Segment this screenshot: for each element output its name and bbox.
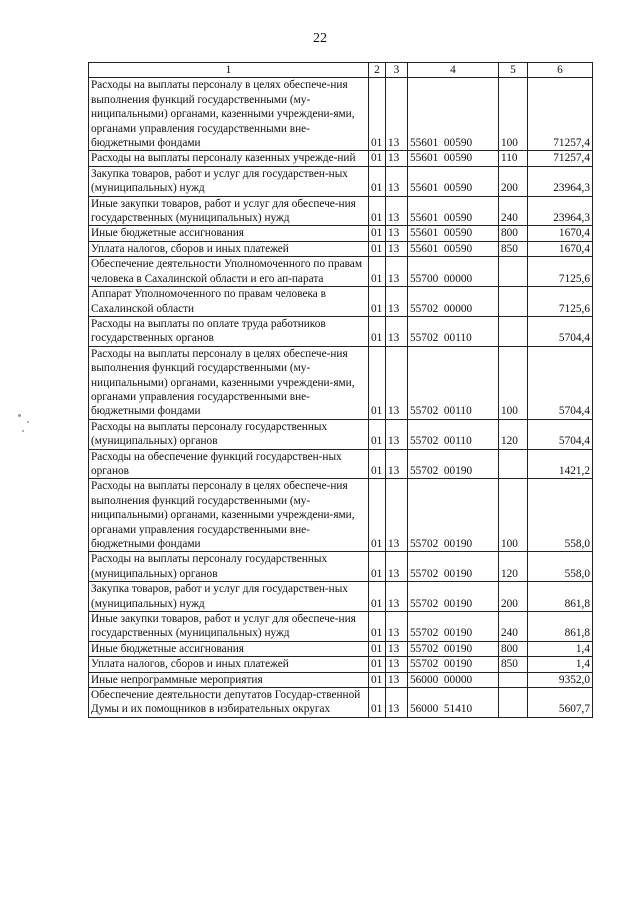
target-article-cell: 55601 00590 <box>408 241 499 256</box>
expense-type-cell <box>499 316 528 346</box>
expense-name-cell: Уплата налогов, сборов и иных платежей <box>89 657 369 672</box>
target-article-cell: 56000 00000 <box>408 672 499 687</box>
expense-name-cell: Иные бюджетные ассигнования <box>89 226 369 241</box>
subsection-code-cell: 13 <box>386 672 408 687</box>
target-article-cell: 55700 00000 <box>408 257 499 287</box>
expense-name-cell: Аппарат Уполномоченного по правам человека в Сахалинской области <box>89 287 369 317</box>
section-code-cell: 01 <box>369 479 386 552</box>
subsection-code-cell: 13 <box>386 479 408 552</box>
expense-name-cell: Расходы на выплаты персоналу в целях обеспече-ния выполнения функций государственными (му-ниципальными) органами, казенными учреждени-ями, органами управления государственными вне-бюджетными фондами <box>89 346 369 419</box>
table-row <box>89 657 593 672</box>
section-code-cell: 01 <box>369 316 386 346</box>
target-article-cell: 55702 00190 <box>408 479 499 552</box>
expense-type-cell <box>499 257 528 287</box>
scan-speck <box>22 430 24 432</box>
header-col-4: 4 <box>408 63 499 78</box>
header-col-3: 3 <box>386 63 408 78</box>
expense-type-cell: 100 <box>499 346 528 419</box>
section-code-cell: 01 <box>369 641 386 656</box>
subsection-code-cell: 13 <box>386 419 408 449</box>
table-row <box>89 582 593 612</box>
section-code-cell: 01 <box>369 196 386 226</box>
subsection-code-cell: 13 <box>386 241 408 256</box>
expense-type-cell <box>499 688 528 718</box>
expense-type-cell: 200 <box>499 582 528 612</box>
table-row <box>89 552 593 582</box>
expense-name-cell: Расходы на обеспечение функций государствен-ных органов <box>89 449 369 479</box>
section-code-cell: 01 <box>369 449 386 479</box>
target-article-cell: 55702 00190 <box>408 552 499 582</box>
page-number: 22 <box>313 31 327 46</box>
scan-speck <box>27 421 29 423</box>
section-code-cell: 01 <box>369 78 386 151</box>
target-article-cell: 55702 00190 <box>408 449 499 479</box>
amount-cell: 5607,7 <box>528 688 593 718</box>
section-code-cell: 01 <box>369 419 386 449</box>
header-col-6: 6 <box>528 63 593 78</box>
expense-name-cell: Расходы на выплаты персоналу в целях обеспече-ния выполнения функций государственными (му-ниципальными) органами, казенными учреждени-ями, органами управления государственными вне-бюджетными фондами <box>89 479 369 552</box>
header-col-2: 2 <box>369 63 386 78</box>
scan-speck <box>18 414 21 417</box>
expense-type-cell: 200 <box>499 166 528 196</box>
subsection-code-cell: 13 <box>386 151 408 166</box>
table-row <box>89 196 593 226</box>
table-row <box>89 226 593 241</box>
amount-cell: 558,0 <box>528 552 593 582</box>
expense-type-cell: 110 <box>499 151 528 166</box>
table-header <box>89 63 593 78</box>
section-code-cell: 01 <box>369 241 386 256</box>
amount-cell: 9352,0 <box>528 672 593 687</box>
expense-name-cell: Расходы на выплаты по оплате труда работников государственных органов <box>89 316 369 346</box>
amount-cell: 1421,2 <box>528 449 593 479</box>
expense-name-cell: Иные закупки товаров, работ и услуг для обеспече-ния государственных (муниципальных) нужд <box>89 196 369 226</box>
header-row <box>89 63 593 78</box>
expense-type-cell <box>499 672 528 687</box>
expense-name-cell: Обеспечение деятельности Уполномоченного по правам человека в Сахалинской области и его ап-парата <box>89 257 369 287</box>
table-row <box>89 641 593 656</box>
amount-cell: 5704,4 <box>528 316 593 346</box>
header-col-5: 5 <box>499 63 528 78</box>
target-article-cell: 55601 00590 <box>408 151 499 166</box>
expense-name-cell: Уплата налогов, сборов и иных платежей <box>89 241 369 256</box>
subsection-code-cell: 13 <box>386 78 408 151</box>
subsection-code-cell: 13 <box>386 346 408 419</box>
expense-type-cell <box>499 287 528 317</box>
amount-cell: 5704,4 <box>528 346 593 419</box>
table-row <box>89 287 593 317</box>
table-row <box>89 346 593 419</box>
target-article-cell: 55702 00110 <box>408 316 499 346</box>
amount-cell: 23964,3 <box>528 196 593 226</box>
expense-type-cell: 240 <box>499 612 528 642</box>
table-row <box>89 449 593 479</box>
target-article-cell: 55702 00190 <box>408 612 499 642</box>
target-article-cell: 55601 00590 <box>408 226 499 241</box>
amount-cell: 1670,4 <box>528 226 593 241</box>
target-article-cell: 55702 00190 <box>408 641 499 656</box>
subsection-code-cell: 13 <box>386 196 408 226</box>
expense-type-cell: 850 <box>499 657 528 672</box>
subsection-code-cell: 13 <box>386 316 408 346</box>
amount-cell: 7125,6 <box>528 287 593 317</box>
expense-type-cell: 800 <box>499 641 528 656</box>
amount-cell: 23964,3 <box>528 166 593 196</box>
expense-name-cell: Обеспечение деятельности депутатов Государ-ственной Думы и их помощников в избирательных округах <box>89 688 369 718</box>
table-row <box>89 479 593 552</box>
table-row <box>89 672 593 687</box>
section-code-cell: 01 <box>369 582 386 612</box>
table-row <box>89 78 593 151</box>
section-code-cell: 01 <box>369 287 386 317</box>
table-row <box>89 612 593 642</box>
subsection-code-cell: 13 <box>386 257 408 287</box>
expense-type-cell <box>499 449 528 479</box>
expense-type-cell: 800 <box>499 226 528 241</box>
subsection-code-cell: 13 <box>386 166 408 196</box>
section-code-cell: 01 <box>369 166 386 196</box>
table-row <box>89 166 593 196</box>
expense-name-cell: Закупка товаров, работ и услуг для государствен-ных (муниципальных) нужд <box>89 166 369 196</box>
section-code-cell: 01 <box>369 612 386 642</box>
expense-name-cell: Иные непрограммные мероприятия <box>89 672 369 687</box>
amount-cell: 1,4 <box>528 657 593 672</box>
subsection-code-cell: 13 <box>386 226 408 241</box>
table-body <box>89 78 593 717</box>
target-article-cell: 55601 00590 <box>408 78 499 151</box>
subsection-code-cell: 13 <box>386 657 408 672</box>
table-row <box>89 151 593 166</box>
expense-type-cell: 100 <box>499 479 528 552</box>
table-row <box>89 257 593 287</box>
expense-name-cell: Расходы на выплаты персоналу в целях обеспече-ния выполнения функций государственными (му-ниципальными) органами, казенными учреждени-ями, органами управления государственными вне-бюджетными фондами <box>89 78 369 151</box>
target-article-cell: 55601 00590 <box>408 166 499 196</box>
section-code-cell: 01 <box>369 688 386 718</box>
section-code-cell: 01 <box>369 672 386 687</box>
amount-cell: 861,8 <box>528 612 593 642</box>
section-code-cell: 01 <box>369 552 386 582</box>
amount-cell: 71257,4 <box>528 151 593 166</box>
subsection-code-cell: 13 <box>386 641 408 656</box>
expense-name-cell: Иные бюджетные ассигнования <box>89 641 369 656</box>
amount-cell: 558,0 <box>528 479 593 552</box>
table-row <box>89 241 593 256</box>
subsection-code-cell: 13 <box>386 449 408 479</box>
subsection-code-cell: 13 <box>386 582 408 612</box>
section-code-cell: 01 <box>369 226 386 241</box>
section-code-cell: 01 <box>369 151 386 166</box>
expense-type-cell: 120 <box>499 419 528 449</box>
target-article-cell: 55702 00190 <box>408 582 499 612</box>
expense-name-cell: Иные закупки товаров, работ и услуг для обеспече-ния государственных (муниципальных) нужд <box>89 612 369 642</box>
target-article-cell: 56000 51410 <box>408 688 499 718</box>
expense-name-cell: Расходы на выплаты персоналу государственных (муниципальных) органов <box>89 552 369 582</box>
expense-name-cell: Расходы на выплаты персоналу государственных (муниципальных) органов <box>89 419 369 449</box>
table-row <box>89 316 593 346</box>
expense-type-cell: 240 <box>499 196 528 226</box>
expense-name-cell: Расходы на выплаты персоналу казенных учрежде-ний <box>89 151 369 166</box>
expense-type-cell: 120 <box>499 552 528 582</box>
target-article-cell: 55601 00590 <box>408 196 499 226</box>
target-article-cell: 55702 00190 <box>408 657 499 672</box>
amount-cell: 1,4 <box>528 641 593 656</box>
table-row <box>89 419 593 449</box>
subsection-code-cell: 13 <box>386 552 408 582</box>
amount-cell: 1670,4 <box>528 241 593 256</box>
table-row <box>89 688 593 718</box>
expense-type-cell: 100 <box>499 78 528 151</box>
amount-cell: 7125,6 <box>528 257 593 287</box>
target-article-cell: 55702 00110 <box>408 419 499 449</box>
expense-type-cell: 850 <box>499 241 528 256</box>
section-code-cell: 01 <box>369 346 386 419</box>
budget-table <box>88 62 593 718</box>
target-article-cell: 55702 00000 <box>408 287 499 317</box>
subsection-code-cell: 13 <box>386 287 408 317</box>
expense-name-cell: Закупка товаров, работ и услуг для государствен-ных (муниципальных) нужд <box>89 582 369 612</box>
amount-cell: 861,8 <box>528 582 593 612</box>
section-code-cell: 01 <box>369 657 386 672</box>
amount-cell: 71257,4 <box>528 78 593 151</box>
target-article-cell: 55702 00110 <box>408 346 499 419</box>
subsection-code-cell: 13 <box>386 612 408 642</box>
section-code-cell: 01 <box>369 257 386 287</box>
amount-cell: 5704,4 <box>528 419 593 449</box>
subsection-code-cell: 13 <box>386 688 408 718</box>
header-col-1: 1 <box>89 63 369 78</box>
